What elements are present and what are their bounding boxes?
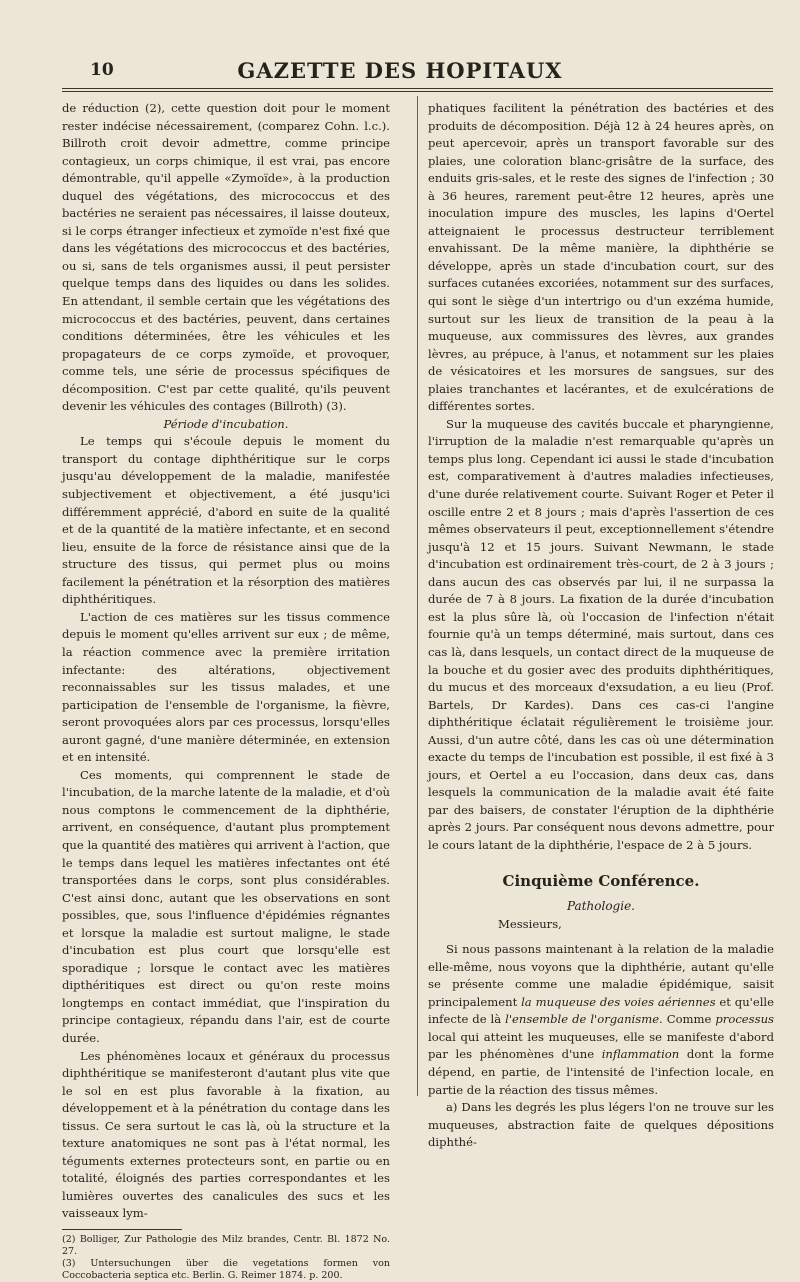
text-run: local qui atteint les muqueuses, elle se manifeste d'abord par les phénomènes d'une (428, 1029, 774, 1062)
emphasis: processus (715, 1012, 774, 1027)
emphasis: la muqueuse des voies aériennes (521, 994, 716, 1009)
paragraph: Les phénomènes locaux et généraux du processus diphthéritique se manifesteront d'autant plus vite que le sol en est plus favorable à la fixation, au développement et à la pénétration du contage dans les tissus. Ce sera surtout le cas là, où la structure et la texture anatomiques ne sont pas à l'état normal, les téguments externes protecteurs sont, en partie ou en totalité, éloignés des parties correspondantes et les lumières ouvertes des canalicules des sucs et les vaisseaux lym- (62, 1048, 390, 1221)
text-run: et qu'elle infecte de là (428, 994, 774, 1027)
paragraph: de réduction (2), cette question doit pour le moment rester indécise nécessairement, (comparez Cohn. l.c.). Billroth croit devoir admettre, comme principe contagieux, un corps chimique, il est vrai, pas encore démontrable, qu'il appelle «Zymoïde», à la production duquel des végétations, des micrococcus et des bactéries ne seraient pas nécessaires, il laisse douteux, si le corps étranger infectieux et zymoïde n'est fixé que dans les végétations des micrococcus et des bactéries, ou si, sans de tels organismes aussi, il peut persister quelque temps dans des liquides ou dans les solides. En attendant, il semble certain que les végétations des micrococcus et des bactéries, peuvent, dans certaines conditions déterminées, être les véhicules et les propagateurs de ce corps zymoïde, et provoquer, comme tels, une série de processus spécifiques de décomposition. C'est par cette qualité, qu'ils peuvent devenir les véhicules des contages (Billroth) (3). (62, 101, 390, 414)
left-column (62, 100, 390, 1282)
emphasis: l'ensemble de l'organisme. (505, 1012, 663, 1027)
footnote-rule (62, 1229, 182, 1230)
journal-title: GAZETTE DES HOPITAUX (237, 58, 563, 83)
paragraph: Le temps qui s'écoule depuis le moment du transport du contage diphthéritique sur le corps jusqu'au développement de la maladie, manifestée subjectivement et objectivement, a été jusqu'ici différemment apprécié, d'abord en suite de la qualité et de la quantité de la matière infectante, et en second lieu, ensuite de la force de résistance ainsi que de la structure des tissus, qui permet plus ou moins facilement la pénétration et la résorption des matières diphthéritiques. (62, 434, 390, 607)
paragraph: Sur la muqueuse des cavités buccale et pharyngienne, l'irruption de la maladie n'est remarquable qu'après un temps plus long. Cependant ici aussi le stade d'incubation est, comparativement à d'autres maladies infectieuses, d'une durée relativement courte. Suivant Roger et Peter il oscille entre 2 et 8 jours ; mais d'après l'assertion de ces mêmes observateurs il peut, exceptionnellement s'étendre jusqu'à 12 et 15 jours. Suivant Newmann, le stade d'incubation est ordinairement très-court, de 2 à 3 jours ; dans aucun des cas observés par lui, il ne surpassa la durée de 7 à 8 jours. La fixation de la durée d'incubation est la plus sûre là, où l'occasion de l'infection n'était fournie qu'à un temps déterminé, mais surtout, dans ces cas là, dans lesquels, un contact direct de la muqueuse de la bouche et du gosier avec des produits diphthéritiques, du mucus et des morceaux d'exsudation, a eu lieu (Prof. Bartels, Dr Kardes). Dans ces cas-ci l'angine diphthéritique éclatait régulièrement le troisième jour. Aussi, d'un autre côté, dans les cas où une détermination exacte du temps de l'incubation est possible, il est fixé à 3 jours, et Oertel a eu l'occasion, dans deux cas, dans lesquels la communication de la maladie avait été faite par des baisers, de constater l'éruption de la diphthérie après 2 jours. Par conséquent nous devons admettre, pour le cours latant de la diphthérie, l'espace de 2 à 5 jours. (428, 416, 774, 852)
salutation: Messieurs, (498, 916, 562, 931)
paragraph: L'action de ces matières sur les tissus commence depuis le moment qu'elles arrivent sur eux ; de même, la réaction commence avec la première irritation infectante: des altérations, objectivement reconnaissables sur les tissus malades, et une participation de l'ensemble de l'organisme, la fièvre, seront provoquées alors par ces processus, lorsqu'elles auront gagné, d'une manière déterminée, en extension et en intensité. (62, 609, 390, 765)
text-run: Comme (662, 1012, 716, 1027)
header-rule (62, 88, 773, 92)
section-heading: Période d'incubation. (163, 416, 289, 431)
footnote: (2) Bolliger, Zur Pathologie des Milz brandes, Centr. Bl. 1872 No. 27. (62, 1234, 390, 1257)
text-run: dont la forme dépend, en partie, de l'intensité de l'infection locale, en partie de la réaction des tissus mêmes. (428, 1047, 774, 1097)
paragraph: a) Dans les degrés les plus légers l'on ne trouve sur les muqueuses, abstraction faite de quelques dépositions diphthé- (428, 1100, 774, 1150)
paragraph: Ces moments, qui comprennent le stade de l'incubation, de la marche latente de la maladie, et d'où nous comptons le commencement de la diphthérie, arrivent, en conséquence, d'autant plus promptement que la quantité des matières qui arrivent à l'action, que le temps dans lequel les matières infectantes ont été transportées dans le corps, sont plus considérables. C'est ainsi donc, autant que les observations en sont possibles, que, sous l'influence d'épidémies régnantes et lorsque la maladie est surtout maligne, le stade d'incubation est plus court que lorsqu'elle est sporadique ; lorsque le contact avec les matières dipthéritiques est direct ou qu'on reste moins longtemps en contact immédiat, que l'inspiration du principe contagieux, répandu dans l'air, est de courte durée. (62, 767, 391, 1045)
emphasis: inflammation (601, 1047, 680, 1062)
footnote: (3) Untersuchungen über die vegetations formen von Coccobacteria septica etc. Berlin. G. Reimer 1874. p. 200. (62, 1258, 390, 1281)
page-number: 10 (90, 60, 114, 80)
paragraph (428, 941, 774, 1099)
lecture-title: Cinquième Conférence. (502, 871, 700, 890)
paragraph: phatiques facilitent la pénétration des bactéries et des produits de décomposition. Déjà 12 à 24 heures après, on peut apercevoir, après un transport favorable sur des plaies, une coloration blanc-grisâtre de la surface, des enduits gris-sales, et le reste des signes de l'infection ; 30 à 36 heures, rarement peut-être 12 heures, après une inoculation impure des muscles, les lapins d'Oertel atteignaient le processus destructeur terriblement envahissant. De la même manière, la diphthérie se développe, après un stade d'incubation court, sur des surfaces cutanées excoriées, notamment sur des surfaces, qui sont le siège d'un intertrigo ou d'un exzéma humide, surtout sur les lieux de transition de la peau à la muqueuse, aux commissures des lèvres, aux grandes lèvres, au prépuce, à l'anus, et notamment sur les plaies de vésicatoires et les morsures de sangsues, sur des plaies tranchantes et lacérantes, et de exulcérations de différentes sortes. (428, 101, 774, 414)
right-column (428, 100, 774, 1152)
column-divider (417, 96, 418, 1096)
subheading: Pathologie. (567, 899, 635, 914)
text-run: Si nous passons maintenant à la relation de la maladie elle-même, nous voyons que la diphthérie, autant qu'elle se présente comme une maladie épidémique, saisit principalement (428, 942, 774, 1009)
